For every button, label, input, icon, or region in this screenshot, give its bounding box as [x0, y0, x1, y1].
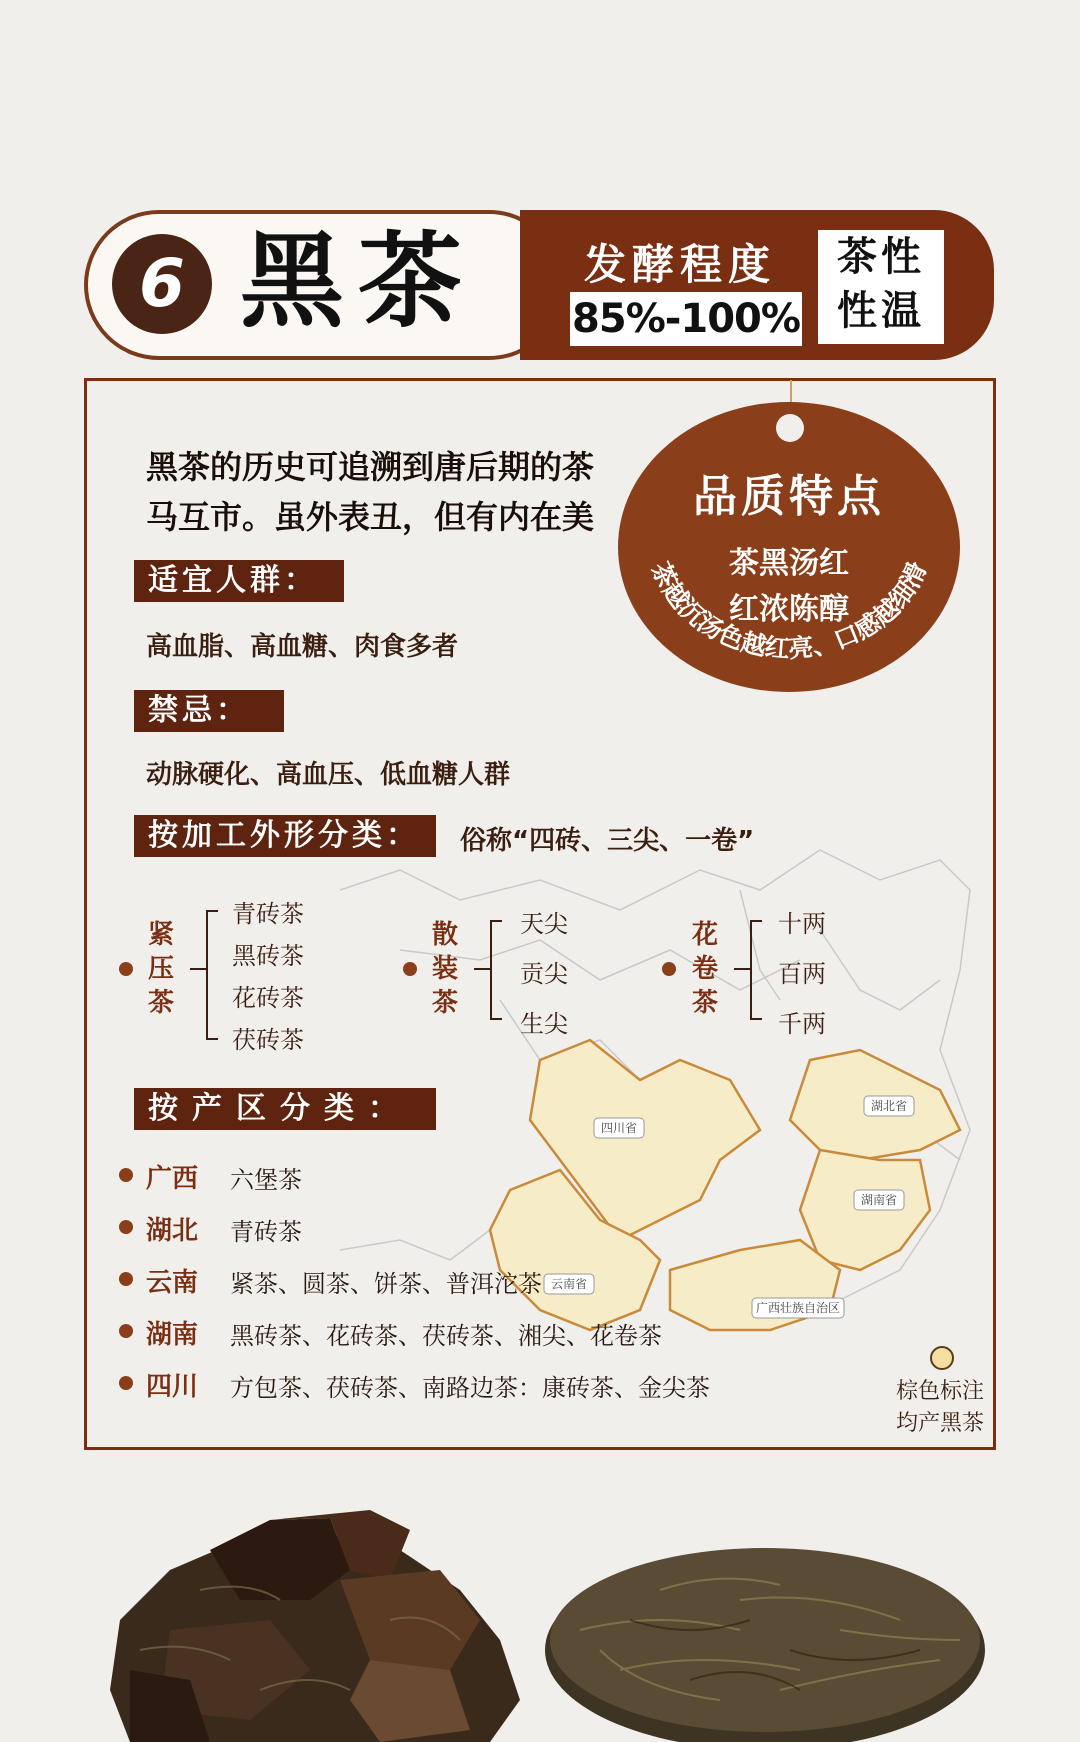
- quality-tag-line1: 茶黑汤红: [729, 546, 849, 581]
- group-title-compressed: 紧 压 茶: [147, 920, 174, 1018]
- region-teas: 六堡茶: [230, 1166, 302, 1194]
- group-item: 黑砖茶: [232, 942, 304, 970]
- group-item: 百两: [778, 960, 826, 988]
- brace: [206, 910, 218, 1040]
- shape-nickname: 俗称“四砖、三尖、一卷”: [460, 826, 755, 856]
- intro-line1: 黑茶的历史可追溯到唐后期的茶: [146, 448, 595, 486]
- brace: [490, 920, 502, 1020]
- region-bullet: [119, 1220, 133, 1234]
- group-item: 茯砖茶: [232, 1026, 304, 1054]
- group-bullet: [662, 962, 676, 976]
- group-bullet: [119, 962, 133, 976]
- legend-marker: [930, 1346, 954, 1370]
- group-item: 天尖: [520, 910, 568, 938]
- group-item: 青砖茶: [232, 900, 304, 928]
- quality-tag-line2: 红浓陈醇: [729, 592, 849, 627]
- legend-line1: 棕色标注: [895, 1379, 984, 1404]
- region-bullet: [119, 1168, 133, 1182]
- map-label-yunnan: 云南省: [550, 1277, 588, 1291]
- region-bullet: [119, 1324, 133, 1338]
- region-name: 湖北: [146, 1216, 199, 1246]
- region-name: 湖南: [146, 1320, 199, 1350]
- brace: [750, 920, 762, 1020]
- taboo-text: 动脉硬化、高血压、低血糖人群: [146, 760, 511, 790]
- group-bullet: [403, 962, 417, 976]
- taboo-header: 禁忌：: [134, 690, 284, 732]
- group-item: 花砖茶: [232, 984, 304, 1012]
- group-item: 贡尖: [520, 960, 568, 988]
- tea-nature-box: [818, 230, 944, 344]
- group-title-loose: 散 装 茶: [431, 920, 458, 1018]
- quality-tag-title: 品质特点: [693, 471, 885, 522]
- region-teas: 黑砖茶、花砖茶、茯砖茶、湘尖、花卷茶: [230, 1322, 662, 1350]
- tea-nature-line2: 性温: [837, 288, 925, 334]
- quality-tag-arc: [618, 402, 960, 692]
- region-teas: 方包茶、茯砖茶、南路边茶：康砖茶、金尖茶: [230, 1374, 710, 1402]
- map-label-hunan: 湖南省: [860, 1193, 898, 1207]
- region-classification-header: 按产区分类：: [134, 1088, 436, 1130]
- region-teas: 紧茶、圆茶、饼茶、普洱沱茶: [230, 1270, 542, 1298]
- suitable-text: 高血脂、高血糖、肉食多者: [146, 632, 459, 662]
- svg-text:茶越沉汤色越红亮、口感越细滑: [646, 557, 933, 664]
- group-item: 千两: [778, 1010, 826, 1038]
- fermentation-value: 85%-100%: [570, 292, 802, 346]
- intro-line2: 马互市。虽外表丑，但有内在美: [146, 498, 595, 536]
- brick-tea-photo: [110, 1470, 530, 1742]
- quality-tag-arc-text: 茶越沉汤色越红亮、口感越细滑: [645, 557, 933, 664]
- group-title-flower-roll: 花 卷 茶: [691, 920, 718, 1018]
- region-bullet: [119, 1272, 133, 1286]
- region-teas: 青砖茶: [230, 1218, 302, 1246]
- region-name: 广西: [146, 1164, 199, 1194]
- fermentation-label: 发酵程度: [584, 240, 777, 289]
- legend-text: [884, 1376, 984, 1440]
- page-title: 黑茶: [240, 220, 477, 342]
- intro-text: [146, 442, 616, 542]
- tea-nature-line1: 茶性: [837, 234, 925, 280]
- section-number-badge: 6: [112, 234, 212, 334]
- legend-line2: 均产黑茶: [895, 1411, 984, 1436]
- tea-cake-photo: [540, 1530, 990, 1742]
- shape-classification-header: 按加工外形分类：: [134, 815, 436, 857]
- map-label-hubei: 湖北省: [870, 1099, 908, 1113]
- region-name: 云南: [146, 1268, 199, 1298]
- map-label-guangxi: 广西壮族自治区: [755, 1301, 841, 1315]
- group-item: 生尖: [520, 1010, 568, 1038]
- suitable-header: 适宜人群：: [134, 560, 344, 602]
- group-item: 十两: [778, 910, 826, 938]
- region-bullet: [119, 1376, 133, 1390]
- region-name: 四川: [146, 1372, 199, 1402]
- map-label-sichuan: 四川省: [600, 1121, 638, 1135]
